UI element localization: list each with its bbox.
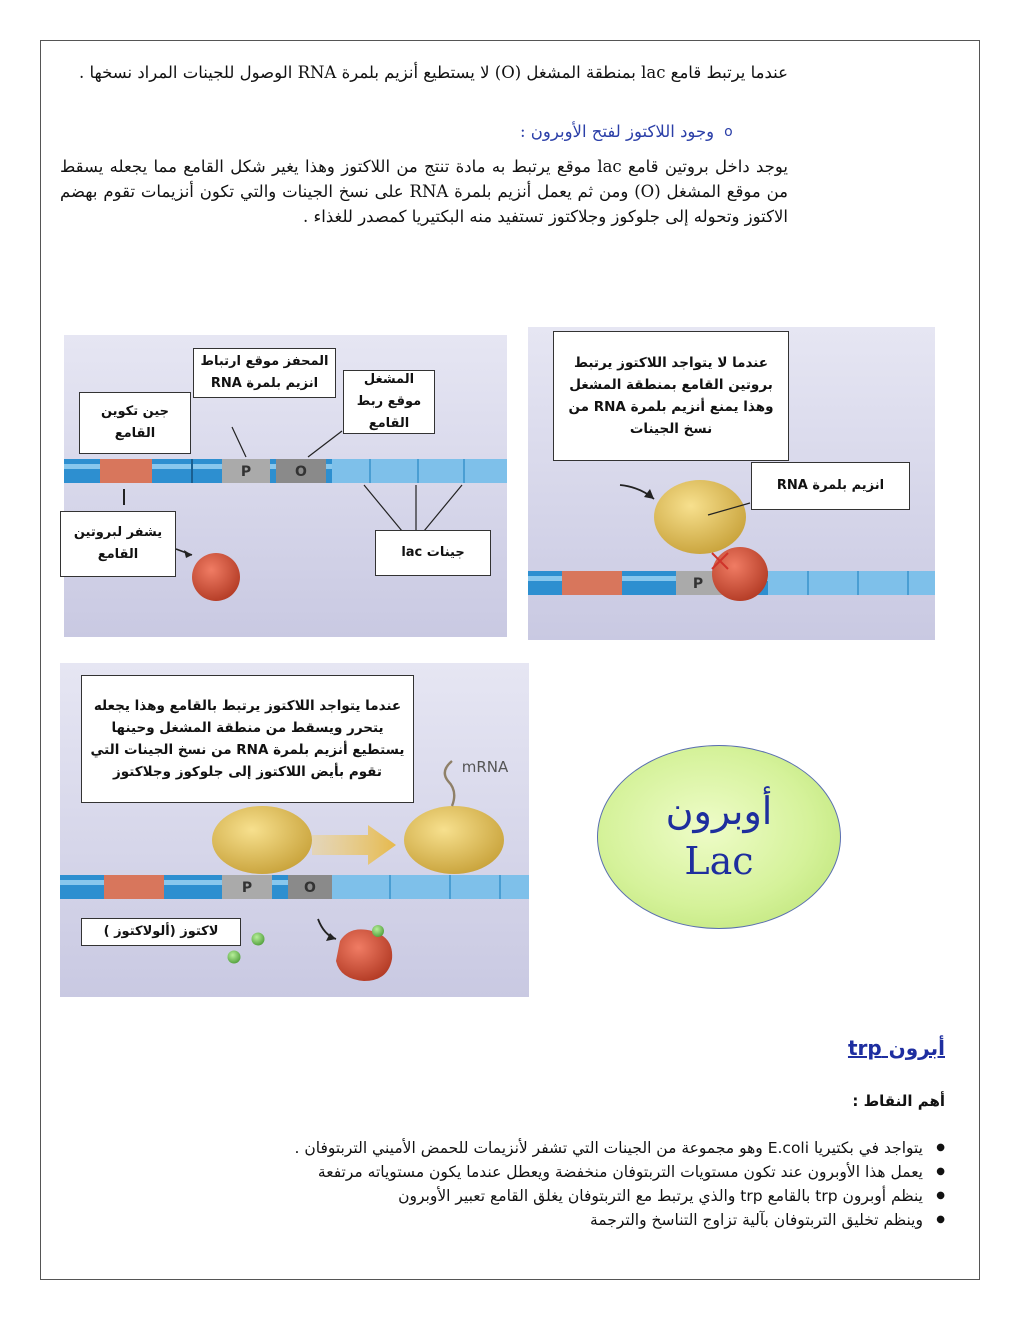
lac-genes-segment (332, 459, 507, 483)
operator-letter: O (304, 880, 316, 896)
label-rna-polymerase: انزيم بلمرة RNA (751, 462, 910, 510)
lactose-molecule (252, 933, 265, 946)
rna-polymerase-start (212, 806, 312, 874)
promoter-letter: P (692, 576, 704, 592)
label-lac-genes: جينات lac (375, 530, 491, 576)
bound-repressor (712, 547, 768, 601)
released-repressor (336, 929, 392, 981)
promoter-letter: P (241, 880, 253, 896)
label-with-lactose: عندما يتواجد اللاكتوز يرتبط بالقامع وهذا يجعله يتحرر ويسقط من منطقة المشغل وحينها يستطيع أنزيم بلمرة RNA من نسخ الجينات التي تقوم بأيض اللاكتوز إلى جلوكوز وجلاكتوز (81, 675, 414, 803)
label-operator: المشغل موقع ربط القامع (343, 370, 435, 434)
trp-bullet-list (65, 1136, 945, 1232)
operator-letter: O (295, 464, 307, 480)
rna-polymerase-moving (404, 806, 504, 874)
list-item: ● ينظم أوبرون trp بالقامع trp والذي يرتبط مع التربتوفان يغلق القامع تعبير الأوبرون (65, 1184, 945, 1208)
label-lactose: لاكتوز (ألولاكتوز ) (81, 918, 241, 946)
list-item: ● يتواجد في بكتيريا E.coli وهو مجموعة من الجينات التي تشفر لأنزيمات للحمض الأميني التربتوفان . (65, 1136, 945, 1160)
oval-line-2: Lac (684, 839, 754, 883)
label-encodes-repressor: يشفر لبروتين القامع (60, 511, 176, 577)
bullet-heading (520, 122, 810, 141)
promoter-letter: P (240, 464, 252, 480)
mrna-label: mRNA (461, 758, 509, 776)
repressor-gene-segment (562, 571, 622, 595)
list-item: ● وينظم تخليق التربتوفان بآلية تزاوج التناسخ والترجمة (65, 1208, 945, 1232)
rna-polymerase (654, 480, 746, 554)
lac-operon-oval (597, 745, 841, 929)
oval-line-1: أوبرون (665, 789, 773, 833)
lac-genes-segment (768, 571, 935, 595)
lactose-molecule (228, 951, 241, 964)
lactose-molecule (372, 925, 384, 937)
list-item: ● يعمل هذا الأوبرون عند تكون مستويات التربتوفان منخفضة ويعطل عندما يكون مستوياته مرتفعة (65, 1160, 945, 1184)
intro-paragraph-1: عندما يرتبط قامع lac بمنطقة المشغل (O) لا يستطيع أنزيم بلمرة RNA الوصول للجينات المراد نسخها . (78, 63, 788, 82)
trp-title: أبرون trp (847, 1036, 945, 1060)
repressor-gene-segment (104, 875, 164, 899)
label-promoter: المحفز موقع ارتباط انزيم بلمرة RNA (193, 348, 336, 398)
repressor-protein (192, 553, 240, 601)
bullet-marker-icon: o (724, 123, 733, 140)
trp-subtitle: أهم النقاط : (852, 1092, 945, 1110)
label-no-lactose: عندما لا يتواجد اللاكتوز يرتبط بروتين القامع بمنطقة المشغل وهذا يمنع أنزيم بلمرة RNA من نسخ الجينات (553, 331, 789, 461)
intro-paragraph-2: يوجد داخل بروتين قامع lac موقع يرتبط به مادة تنتج من اللاكتوز وهذا يغير شكل القامع مما يجعله يسقط من موقع المشغل (O) ومن ثم يعمل أنزيم بلمرة RNA على نسخ الجينات والتي تكون أنزيمات تقوم بهضم الاكتوز وتحوله إلى جلوكوز وجلاكتوز تستفيد منه البكتيريا كمصدر للغذاء . (60, 157, 788, 226)
repressor-gene-segment (100, 459, 152, 483)
label-repressor-gene: جين تكوين القامع (79, 392, 191, 454)
bullet-heading-text: وجود اللاكتوز لفتح الأوبرون : (520, 122, 715, 141)
